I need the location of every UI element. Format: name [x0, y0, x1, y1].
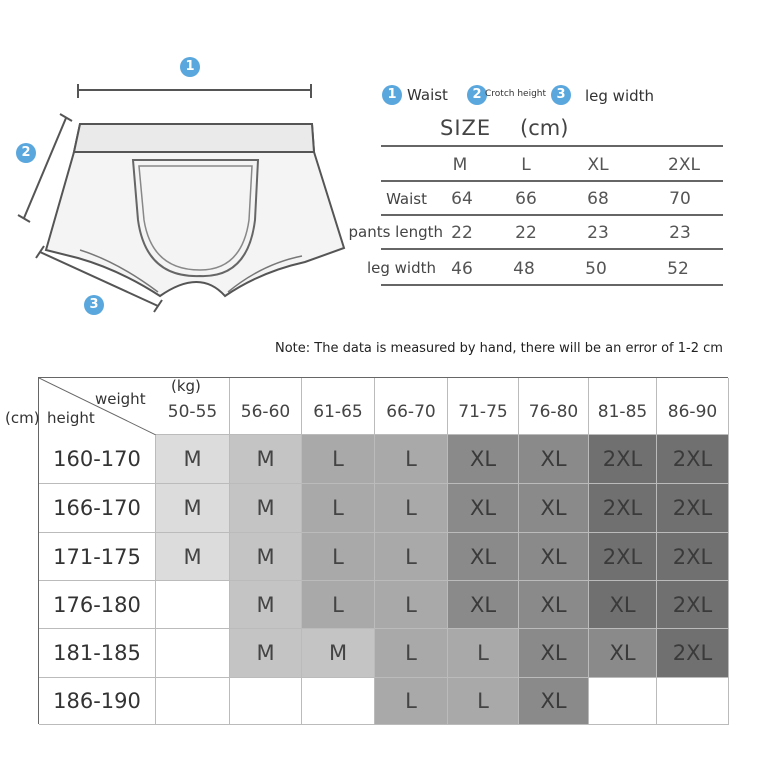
- size-cell: L: [375, 533, 448, 581]
- size-cell: 22: [451, 223, 473, 243]
- marker-3-icon: 3: [84, 295, 104, 315]
- height-row-header: 171-175: [39, 533, 156, 581]
- size-cell: M: [302, 629, 375, 678]
- size-cell: 2XL: [657, 581, 729, 629]
- size-col-header: 2XL: [668, 155, 700, 175]
- weight-col-header: 71-75: [448, 378, 519, 435]
- size-cell: L: [375, 581, 448, 629]
- size-cell: 68: [587, 189, 609, 209]
- weight-col-header: 50-55: [156, 378, 230, 435]
- size-cell: XL: [519, 533, 589, 581]
- size-cell: 23: [587, 223, 609, 243]
- size-col-header: XL: [587, 155, 609, 175]
- size-table-divider: [381, 214, 723, 216]
- size-cell: M: [156, 484, 230, 533]
- size-cell: L: [302, 581, 375, 629]
- weight-col-header: 66-70: [375, 378, 448, 435]
- weight-col-header: 86-90: [657, 378, 729, 435]
- size-table-title: SIZE: [440, 116, 492, 140]
- size-cell: 52: [667, 259, 689, 279]
- size-row-label: leg width: [366, 259, 436, 277]
- size-cell: 22: [515, 223, 537, 243]
- height-unit: (cm): [5, 409, 40, 427]
- size-cell: L: [375, 435, 448, 484]
- weight-col-header: 61-65: [302, 378, 375, 435]
- legend-legwidth-label: leg width: [585, 87, 655, 105]
- size-cell: 46: [451, 259, 473, 279]
- size-cell: 2XL: [657, 484, 729, 533]
- size-cell: XL: [589, 629, 657, 678]
- size-cell: 48: [513, 259, 535, 279]
- size-cell: L: [302, 435, 375, 484]
- size-cell: [156, 678, 230, 725]
- height-row-header: 166-170: [39, 484, 156, 533]
- size-cell: 2XL: [589, 533, 657, 581]
- size-cell: L: [375, 629, 448, 678]
- size-cell: XL: [519, 629, 589, 678]
- size-cell: 2XL: [657, 629, 729, 678]
- size-cell: L: [375, 678, 448, 725]
- size-cell: XL: [519, 678, 589, 725]
- size-cell: XL: [519, 435, 589, 484]
- size-cell: 23: [669, 223, 691, 243]
- size-recommendation-grid: [38, 377, 728, 724]
- size-cell: 50: [585, 259, 607, 279]
- size-cell: XL: [519, 484, 589, 533]
- weight-label: weight: [95, 390, 146, 408]
- size-cell: M: [156, 533, 230, 581]
- size-cell: L: [375, 484, 448, 533]
- legend-crotch-label: Crotch height: [485, 89, 547, 99]
- size-cell: M: [230, 581, 302, 629]
- size-table-divider: [381, 284, 723, 286]
- size-row-label: Waist: [386, 190, 427, 208]
- size-cell: 2XL: [589, 435, 657, 484]
- size-cell: [302, 678, 375, 725]
- size-cell: [589, 678, 657, 725]
- height-row-header: 176-180: [39, 581, 156, 629]
- legend-waist-label: Waist: [407, 86, 448, 104]
- size-cell: L: [302, 533, 375, 581]
- size-cell: [156, 581, 230, 629]
- size-cell: 2XL: [657, 533, 729, 581]
- measurement-note: Note: The data is measured by hand, there will be an error of 1-2 cm: [275, 341, 723, 356]
- size-cell: M: [156, 435, 230, 484]
- size-table-divider: [381, 180, 723, 182]
- legend-2-icon: 2: [467, 85, 487, 105]
- size-row-label: pants length: [348, 223, 443, 241]
- height-row-header: 186-190: [39, 678, 156, 725]
- weight-unit: (kg): [171, 377, 201, 395]
- weight-col-header: 76-80: [519, 378, 589, 435]
- size-cell: XL: [519, 581, 589, 629]
- height-row-header: 181-185: [39, 629, 156, 678]
- size-cell: 2XL: [589, 484, 657, 533]
- marker-1-icon: 1: [180, 57, 200, 77]
- size-table-divider: [381, 145, 723, 147]
- size-cell: M: [230, 629, 302, 678]
- size-cell: XL: [448, 533, 519, 581]
- size-cell: 64: [451, 189, 473, 209]
- size-cell: L: [448, 678, 519, 725]
- size-cell: [230, 678, 302, 725]
- size-cell: [156, 629, 230, 678]
- size-cell: L: [302, 484, 375, 533]
- size-cell: M: [230, 533, 302, 581]
- size-cell: XL: [589, 581, 657, 629]
- weight-col-header: 81-85: [589, 378, 657, 435]
- legend-1-icon: 1: [382, 85, 402, 105]
- size-col-header: M: [452, 155, 468, 175]
- legend-3-icon: 3: [551, 85, 571, 105]
- size-cell: M: [230, 435, 302, 484]
- briefs-illustration: [0, 50, 370, 320]
- size-cell: XL: [448, 484, 519, 533]
- marker-2-icon: 2: [16, 143, 36, 163]
- size-table-unit: (cm): [520, 116, 569, 140]
- size-cell: 2XL: [657, 435, 729, 484]
- size-cell: 70: [669, 189, 691, 209]
- size-cell: M: [230, 484, 302, 533]
- size-col-header: L: [521, 155, 531, 175]
- size-cell: XL: [448, 435, 519, 484]
- size-table-divider: [381, 248, 723, 250]
- height-row-header: 160-170: [39, 435, 156, 484]
- size-cell: 66: [515, 189, 537, 209]
- size-cell: XL: [448, 581, 519, 629]
- size-cell: L: [448, 629, 519, 678]
- size-cell: [657, 678, 729, 725]
- weight-col-header: 56-60: [230, 378, 302, 435]
- height-label: height: [47, 409, 95, 427]
